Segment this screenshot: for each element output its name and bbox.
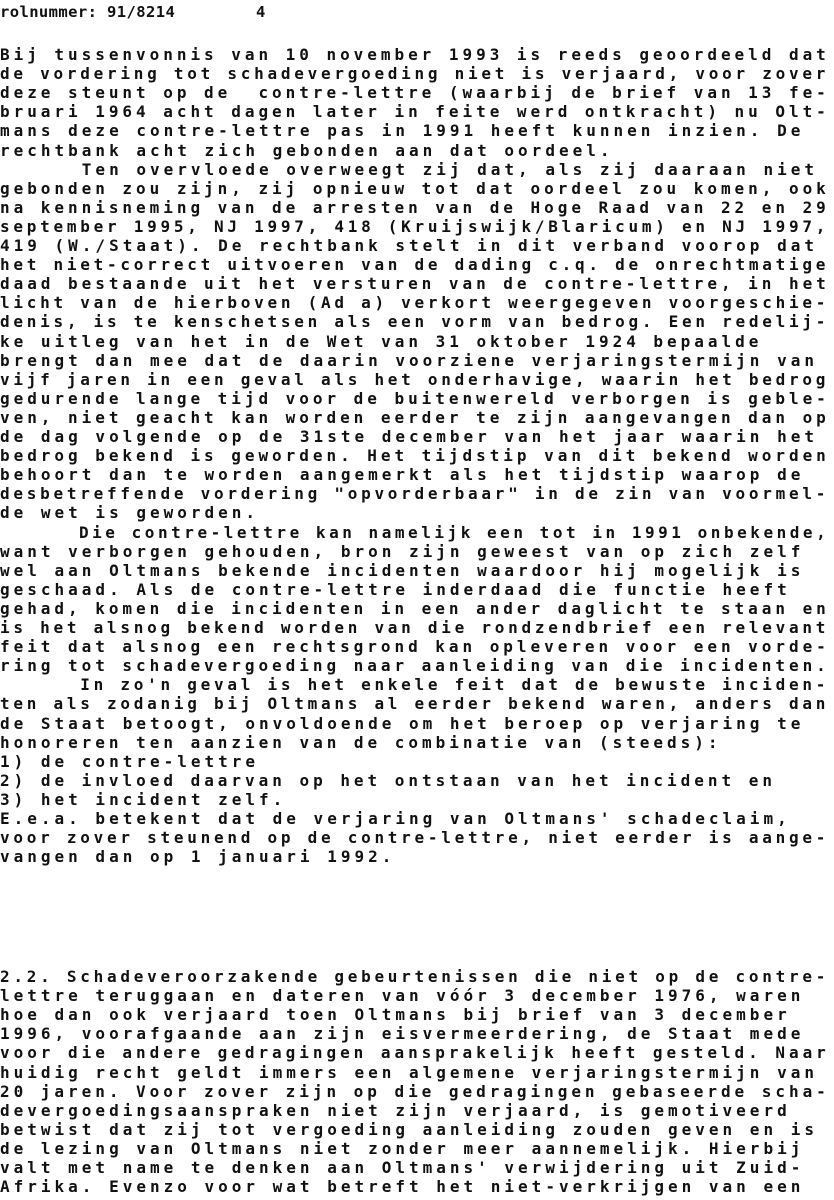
text-line: de Staat betoogt, onvoldoende om het beroep op verjaring te	[0, 713, 805, 733]
text-line: 20 jaren. Voor zover zijn op die gedragingen gebaseerde scha-	[0, 1081, 830, 1101]
text-line: is het alsnog bekend worden van die rondzendbrief een relevant	[0, 618, 830, 637]
text-line: na kennisneming van de arresten van de Hoge Raad van 22 en 29	[0, 197, 830, 217]
text-line: mans deze contre-lettre pas in 1991 heeft kunnen inzien. De	[0, 121, 805, 141]
text-line: denis, is te kenschetsen als een vorm van bedrog. Een redelij-	[0, 312, 830, 332]
text-line: desbetreffende vordering "opvorderbaar" in de zin van voormel-	[0, 484, 830, 504]
text-line: bruari 1964 acht dagen later in feite werd ontkracht) nu Olt-	[0, 102, 830, 122]
text-line: rechtbank acht zich gebonden aan dat oordeel.	[0, 140, 614, 160]
text-line: de lezing van Oltmans niet zonder meer aannemelijk. Hierbij	[0, 1138, 805, 1158]
text-line: bedrog bekend is geworden. Het tijdstip van dit bekend worden	[0, 446, 830, 466]
text-line: huidig recht geldt immers een algemene verjaringstermijn van	[0, 1062, 818, 1082]
text-line: vijf jaren in een geval als het onderhavige, waarin het bedrog	[0, 369, 830, 389]
text-line: ven, niet geacht kan worden eerder te zijn aangevangen dan op	[0, 407, 830, 427]
text-line: gebonden zou zijn, zij opnieuw tot dat oordeel zou komen, ook	[0, 178, 830, 198]
text-line: devergoedingsaanspraken niet zijn verjaard, is gemotiveerd	[0, 1100, 791, 1120]
text-line: de vordering tot schadevergoeding niet is verjaard, voor zover	[0, 64, 830, 84]
text-line: Bij tussenvonnis van 10 november 1993 is reeds geoordeeld dat	[0, 45, 830, 64]
text-line: de dag volgende op de 31ste december van het jaar waarin het	[0, 427, 818, 446]
text-line: wel aan Oltmans bekende incidenten waardoor hij mogelijk is	[0, 560, 805, 580]
text-line: gehad, komen die incidenten in een ander daglicht te staan en	[0, 598, 830, 618]
text-line: 1996, voorafgaande aan zijn eisvermeerdering, de Staat mede	[0, 1024, 805, 1044]
text-line: lettre teruggaan en dateren van vóór 3 december 1976, waren	[0, 986, 805, 1006]
text-line: de wet is geworden.	[0, 503, 260, 523]
text-line: Afrika. Evenzo voor wat betreft het niet-verkrijgen van een	[0, 1177, 805, 1197]
text-line: Die contre-lettre kan namelijk een tot in 1991 onbekende,	[0, 522, 830, 542]
text-line: behoort dan te worden aangemerkt als het tijdstip waarop de	[0, 465, 805, 485]
text-line: gedurende lange tijd voor de buitenwereld verborgen is geble-	[0, 388, 830, 408]
text-line: 2) de invloed daarvan op het ontstaan van het incident en	[0, 770, 776, 790]
text-line: brengt dan mee dat de daarin voorziene verjaringstermijn van	[0, 350, 818, 370]
page-number: 4	[256, 3, 266, 21]
text-line: ring tot schadevergoeding naar aanleiding van die incidenten.	[0, 656, 830, 676]
text-line: ten als zodanig bij Oltmans al eerder bekend waren, anders dan	[0, 694, 830, 714]
text-line: 2.2. Schadeveroorzakende gebeurtenissen die niet op de contre-	[0, 967, 830, 986]
text-line: honoreren ten aanzien van de combinatie van (steeds):	[0, 732, 722, 752]
text-line: het niet-correct uitvoeren van de dading c.q. de onrechtmatige	[0, 255, 830, 275]
text-line: 419 (W./Staat). De rechtbank stelt in dit verband voorop dat	[0, 236, 818, 255]
page-header	[0, 0, 266, 24]
text-line: Ten overvloede overweegt zij dat, als zij daaraan niet	[0, 159, 818, 179]
text-line: want verborgen gehouden, bron zijn geweest van op zich zelf	[0, 541, 805, 561]
text-line: feit dat alsnog een rechtsgrond kan opleveren voor een vorde-	[0, 637, 830, 657]
text-line: betwist dat zij tot vergoeding aanleiding zouden geven en is	[0, 1119, 818, 1139]
text-line: geschaad. Als de contre-lettre inderdaad die functie heeft	[0, 579, 791, 599]
text-line: valt met name te denken aan Oltmans' verwijdering uit Zuid-	[0, 1158, 805, 1177]
text-line: In zo'n geval is het enkele feit dat de bewuste inciden-	[0, 675, 830, 695]
text-line: deze steunt op de contre-lettre (waarbij de brief van 13 fe-	[0, 83, 830, 103]
text-line: hoe dan ook verjaard toen Oltmans bij brief van 3 december	[0, 1005, 791, 1025]
text-line: 3) het incident zelf.	[0, 789, 287, 809]
text-line: licht van de hierboven (Ad a) verkort weergegeven voorgeschie-	[0, 293, 830, 313]
text-line: vangen dan op 1 januari 1992.	[0, 847, 396, 867]
text-line: E.e.a. betekent dat de verjaring van Oltmans' schadeclaim,	[0, 809, 791, 828]
text-line: september 1995, NJ 1997, 418 (Kruijswijk/Blaricum) en NJ 1997,	[0, 216, 830, 236]
text-line: voor die andere gedragingen aansprakelijk heeft gesteld. Naar	[0, 1043, 830, 1063]
case-number: rolnummer: 91/8214	[0, 3, 176, 21]
text-line: voor zover steunend op de contre-lettre, niet eerder is aange-	[0, 828, 830, 848]
text-line: daad bestaande uit het versturen van de contre-lettre, in het	[0, 274, 830, 294]
text-line: ke uitleg van het in de Wet van 31 oktober 1924 bepaalde	[0, 331, 763, 351]
text-line: 1) de contre-lettre	[0, 751, 260, 771]
